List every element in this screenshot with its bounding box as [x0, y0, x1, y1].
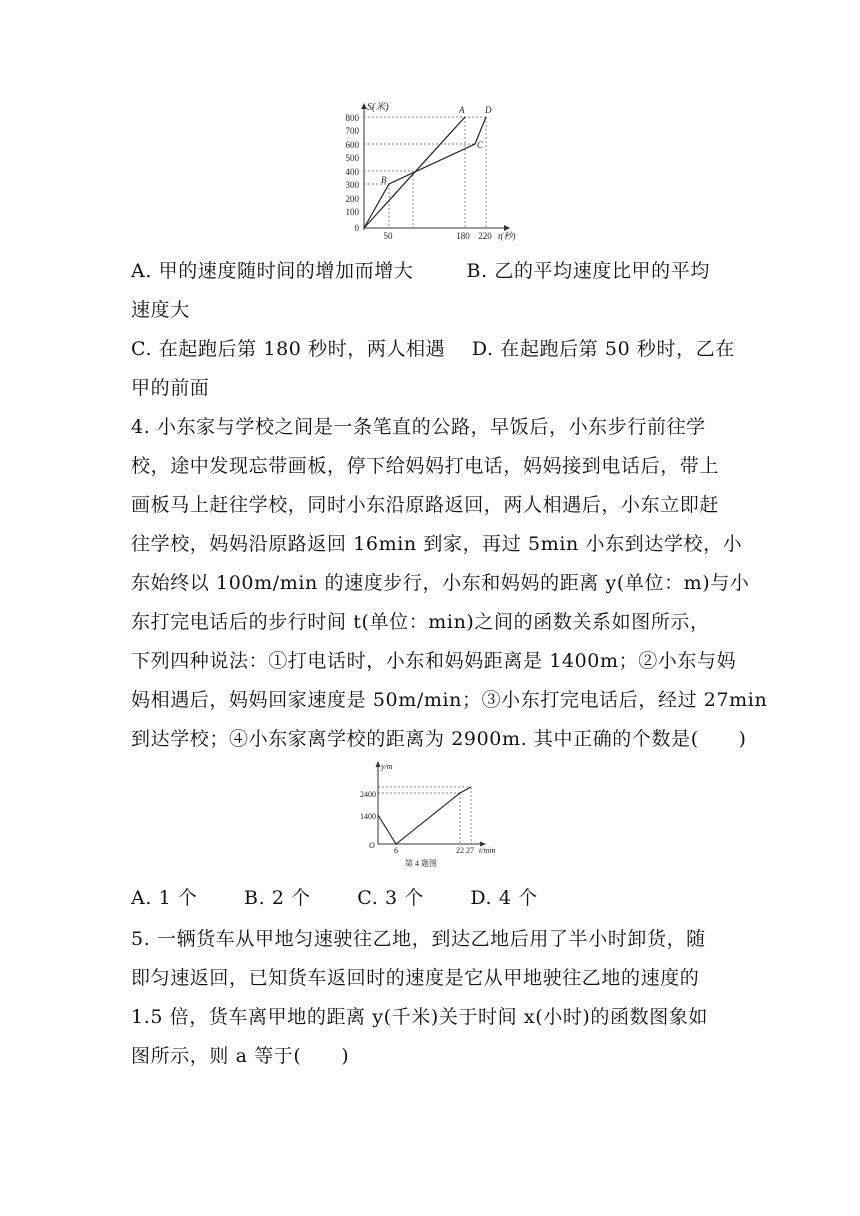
q4-line-7: 下列四种说法：①打电话时，小东和妈妈距离是 1400m；②小东与妈	[131, 650, 737, 672]
line-yi-OBCD	[364, 117, 486, 228]
q4-line-3: 画板马上赶往学校，同时小东沿原路返回，两人相遇后，小东立即赶	[131, 494, 720, 516]
figure-caption: 第 4 题图	[405, 859, 437, 868]
y-tick-labels	[346, 113, 360, 233]
distance-line	[378, 787, 471, 844]
point-C: C	[477, 140, 484, 150]
y-tick-400: 400	[345, 167, 359, 177]
q3-options-line-3: C. 在起跑后第 180 秒时，两人相遇 D. 在起跑后第 50 秒时，乙在	[131, 338, 735, 360]
x-tick-220: 220	[478, 231, 492, 241]
q4-line-8: 妈相遇后，妈妈回家速度是 50m/min；③小东打完电话后，经过 27min	[131, 689, 768, 711]
q5-line-4: 图所示，则 a 等于( )	[131, 1045, 350, 1067]
x-axis-label: t/min	[479, 846, 496, 855]
x-tick-50: 50	[383, 231, 393, 241]
x-tick-22-27: 22 27	[456, 846, 474, 855]
origin-label: O	[369, 841, 375, 850]
q4-line-9: 到达学校；④小东家离学校的距离为 2900m. 其中正确的个数是( )	[131, 728, 747, 750]
y-tick-600: 600	[345, 140, 359, 150]
y-tick-2400: 2400	[360, 790, 376, 799]
q4-line-4: 往学校，妈妈沿原路返回 16min 到家，再过 5min 小东到达学校，小	[131, 533, 743, 555]
q3-options-line-1: A. 甲的速度随时间的增加而增大 B. 乙的平均速度比甲的平均	[131, 260, 710, 282]
q5-line-3: 1.5 倍，货车离甲地的距离 y(千米)关于时间 x(小时)的函数图象如	[131, 1006, 709, 1028]
q4-options: A. 1 个 B. 2 个 C. 3 个 D. 4 个	[131, 887, 538, 909]
point-B: B	[381, 175, 387, 185]
y-axis-label: y/m	[381, 762, 393, 771]
q3-options-line-4: 甲的前面	[131, 377, 210, 399]
y-axis-label: S(米)	[367, 102, 389, 113]
x-tick-labels	[384, 231, 493, 241]
y-tick-100: 100	[345, 207, 359, 217]
point-D: D	[485, 105, 492, 115]
x-axis-label: t(秒)	[498, 231, 516, 241]
q3-options-line-2: 速度大	[131, 299, 190, 321]
y-tick-500: 500	[345, 153, 359, 163]
q5-line-1: 5. 一辆货车从甲地匀速驶往乙地，到达乙地后用了半小时卸货，随	[131, 928, 706, 950]
origin-label: 0	[354, 223, 359, 233]
guide-lines	[364, 117, 486, 228]
x-tick-6: 6	[394, 846, 398, 855]
figure-1-distance-time-graph	[340, 98, 530, 248]
y-tick-300: 300	[345, 180, 359, 190]
figure-2-distance-graph	[358, 758, 508, 872]
q4-line-2: 校，途中发现忘带画板，停下给妈妈打电话，妈妈接到电话后，带上	[131, 455, 720, 477]
y-axis-arrow	[376, 761, 381, 767]
q4-line-6: 东打完电话后的步行时间 t(单位：min)之间的函数关系如图所示，	[131, 611, 710, 633]
q5-line-2: 即匀速返回，已知货车返回时的速度是它从甲地驶往乙地的速度的	[131, 967, 700, 989]
y-tick-700: 700	[345, 126, 359, 136]
y-tick-200: 200	[345, 194, 359, 204]
point-A: A	[459, 105, 465, 115]
q4-line-1: 4. 小东家与学校之间是一条笔直的公路，早饭后，小东步行前往学	[131, 416, 706, 438]
y-tick-800: 800	[345, 113, 359, 123]
x-tick-180: 180	[456, 231, 470, 241]
q4-line-5: 东始终以 100m/min 的速度步行，小东和妈妈的距离 y(单位：m)与小	[131, 572, 750, 594]
y-tick-1400: 1400	[360, 812, 376, 821]
